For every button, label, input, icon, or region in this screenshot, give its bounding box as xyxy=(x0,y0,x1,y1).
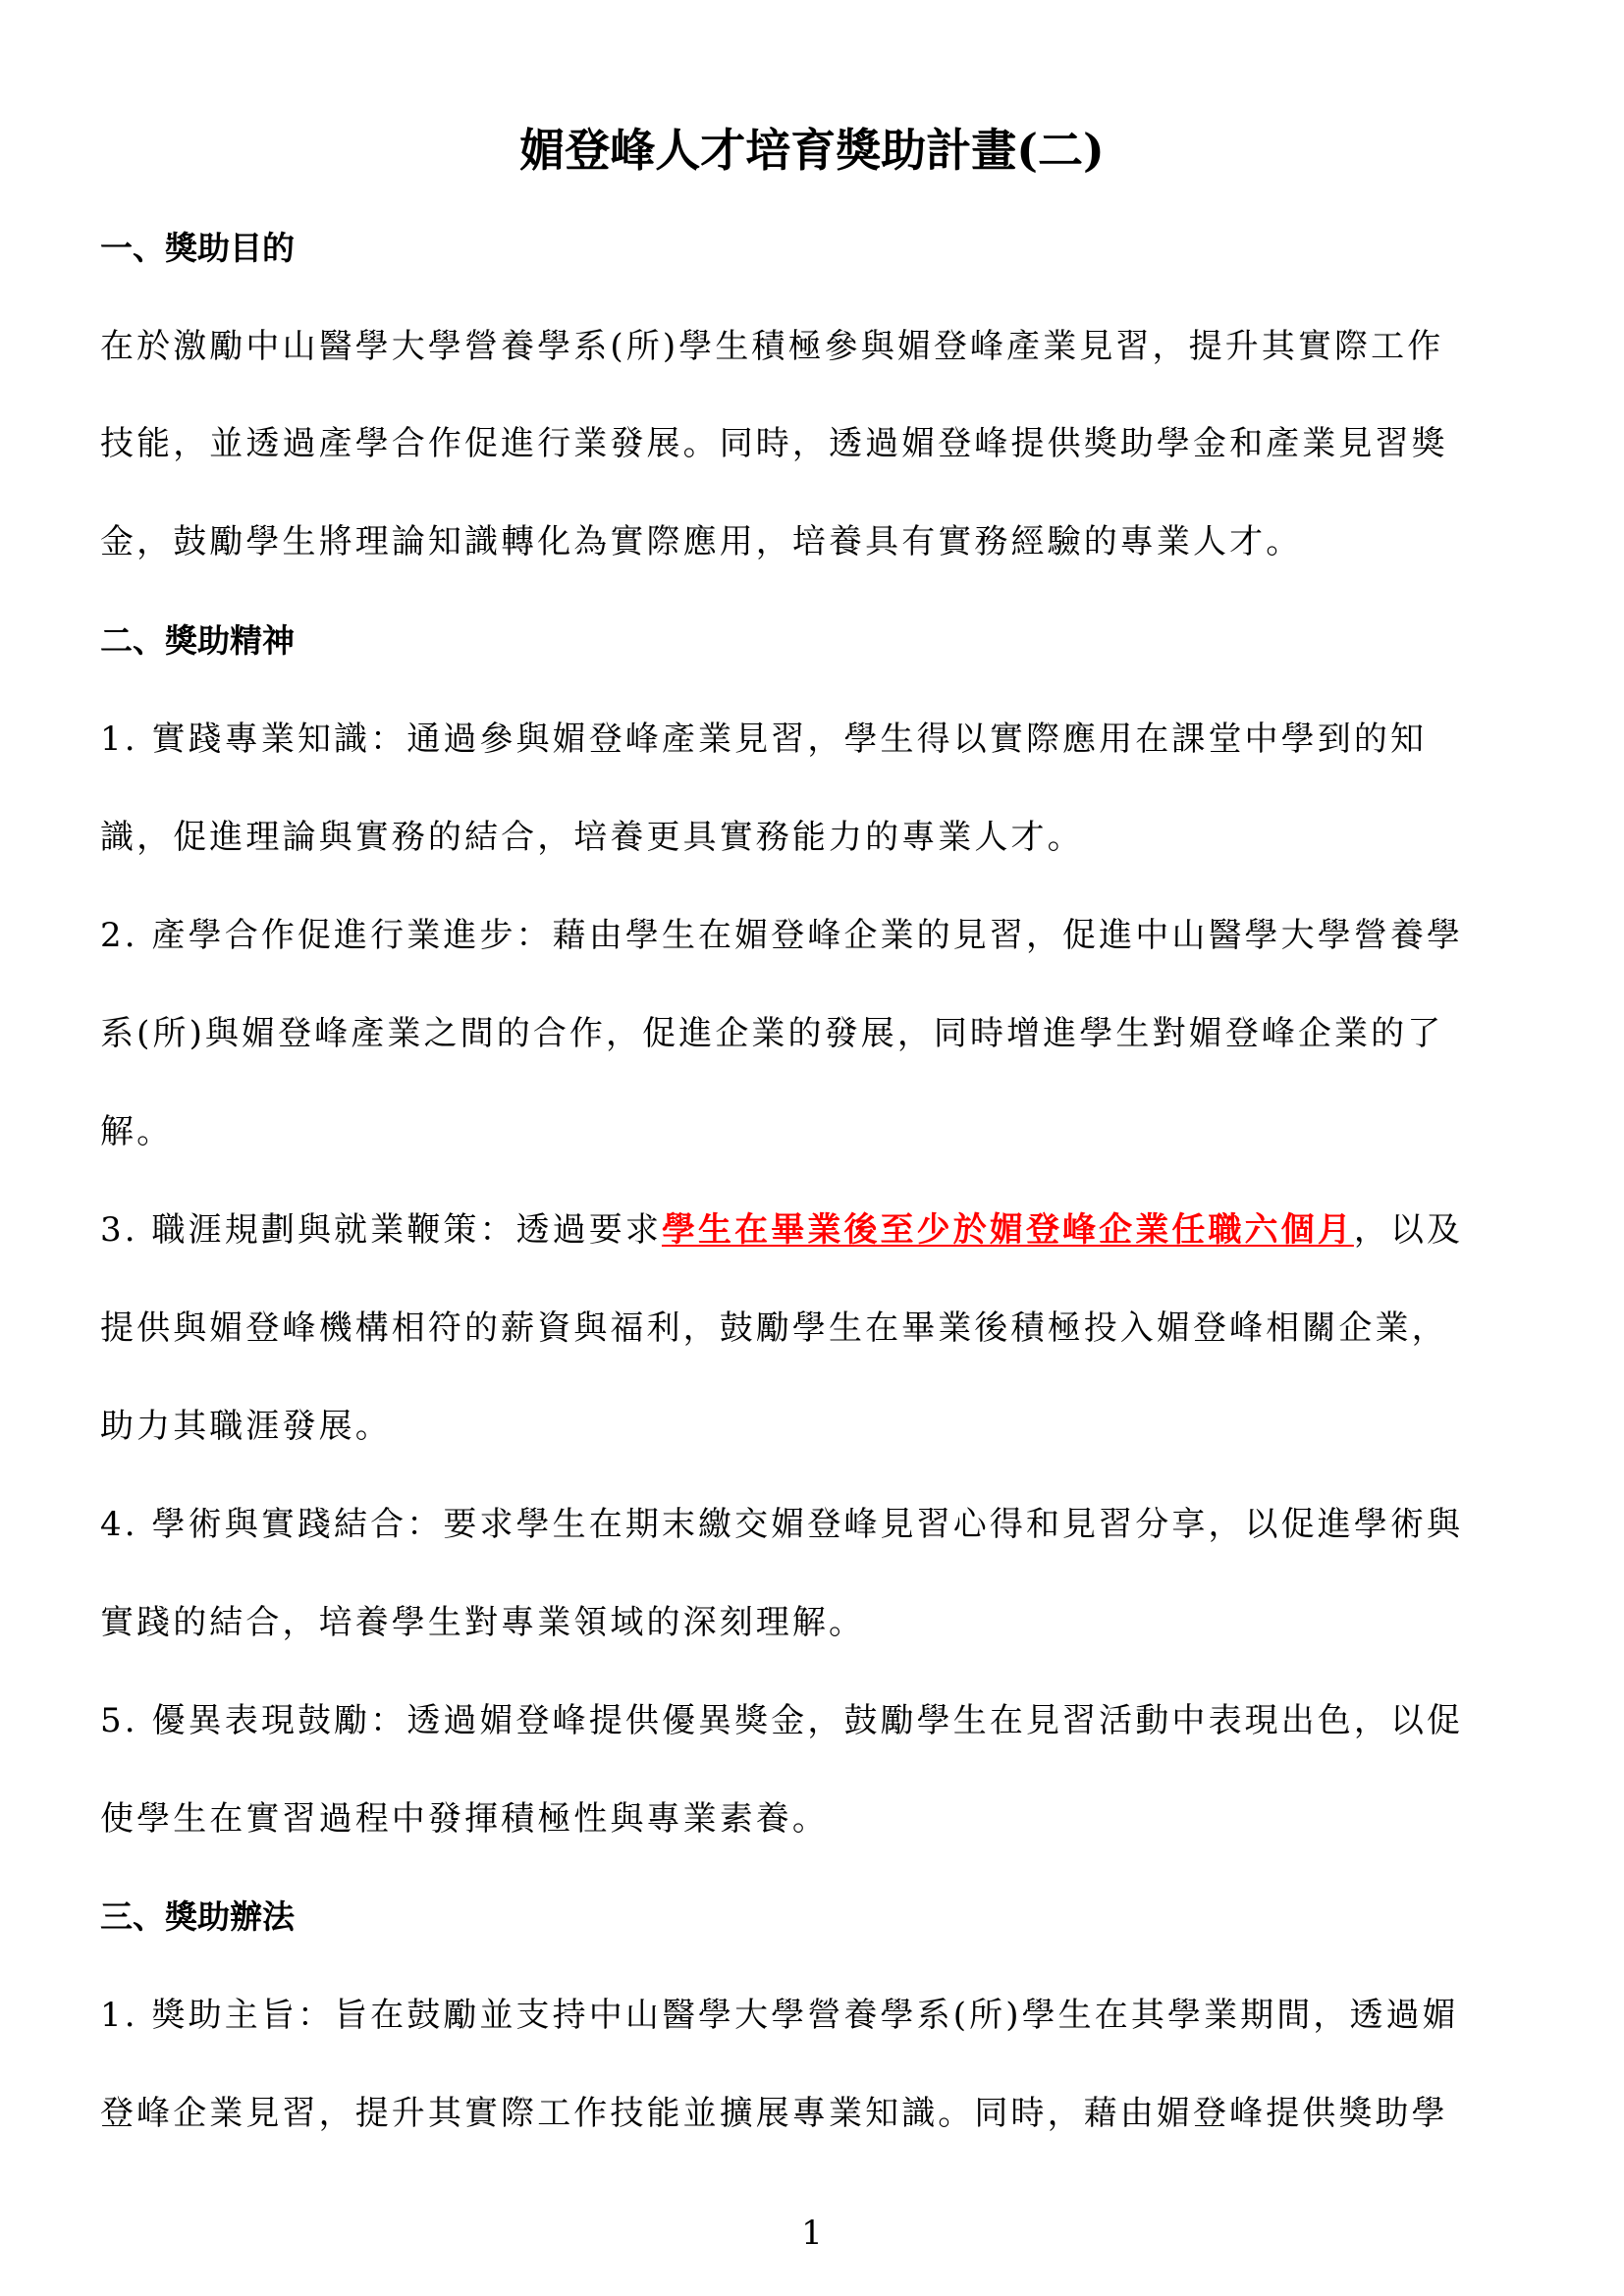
list-item-line: 2. 產學合作促進行業進步：藉由學生在媚登峰企業的見習，促進中山醫學大學營養學 xyxy=(100,916,1464,955)
list-item-text: 3. 職涯規劃與就業鞭策：透過要求 xyxy=(100,1210,662,1250)
section-heading-spirit: 二、獎助精神 xyxy=(100,621,295,660)
list-item-line: 4. 學術與實踐結合：要求學生在期末繳交媚登峰見習心得和見習分享，以促進學術與 xyxy=(100,1505,1464,1544)
section-heading-purpose: 一、獎助目的 xyxy=(100,229,295,267)
emphasized-requirement: 學生在畢業後至少於媚登峰企業任職六個月 xyxy=(661,1210,1354,1250)
section-heading-method: 三、獎助辦法 xyxy=(100,1897,295,1936)
list-item-line: 1. 實踐專業知識：通過參與媚登峰產業見習，學生得以實際應用在課堂中學到的知 xyxy=(100,720,1428,759)
list-item-line xyxy=(100,1205,1463,1255)
list-item-line: 5. 優異表現鼓勵：透過媚登峰提供優異獎金，鼓勵學生在見習活動中表現出色，以促 xyxy=(100,1701,1464,1740)
list-item-line: 提供與媚登峰機構相符的薪資與福利，鼓勵學生在畢業後積極投入媚登峰相關企業， xyxy=(100,1308,1448,1348)
list-item-line: 系(所)與媚登峰產業之間的合作，促進企業的發展，同時增進學生對媚登峰企業的了 xyxy=(100,1014,1444,1053)
paragraph-line: 在於激勵中山醫學大學營養學系(所)學生積極參與媚登峰產業見習，提升其實際工作 xyxy=(100,327,1444,366)
paragraph-line: 技能，並透過產學合作促進行業發展。同時，透過媚登峰提供獎助學金和產業見習獎 xyxy=(100,424,1448,463)
list-item-text: ，以及 xyxy=(1353,1210,1464,1250)
paragraph-line: 金，鼓勵學生將理論知識轉化為實際應用，培養具有實務經驗的專業人才。 xyxy=(100,522,1303,561)
list-item-line: 助力其職涯發展。 xyxy=(100,1407,392,1446)
list-item-line: 解。 xyxy=(100,1112,174,1151)
document-title: 媚登峰人才培育獎助計畫(二) xyxy=(519,124,1105,177)
list-item-line: 1. 獎助主旨：旨在鼓勵並支持中山醫學大學營養學系(所)學生在其學業期間，透過媚 xyxy=(100,1996,1459,2035)
list-item-line: 識，促進理論與實務的結合，培養更具實務能力的專業人才。 xyxy=(100,818,1084,857)
list-item-line: 登峰企業見習，提升其實際工作技能並擴展專業知識。同時，藉由媚登峰提供獎助學 xyxy=(100,2094,1448,2133)
list-item-line: 使學生在實習過程中發揮積極性與專業素養。 xyxy=(100,1799,829,1839)
page-number: 1 xyxy=(801,2214,823,2253)
list-item-line: 實踐的結合，培養學生對專業領域的深刻理解。 xyxy=(100,1603,866,1642)
